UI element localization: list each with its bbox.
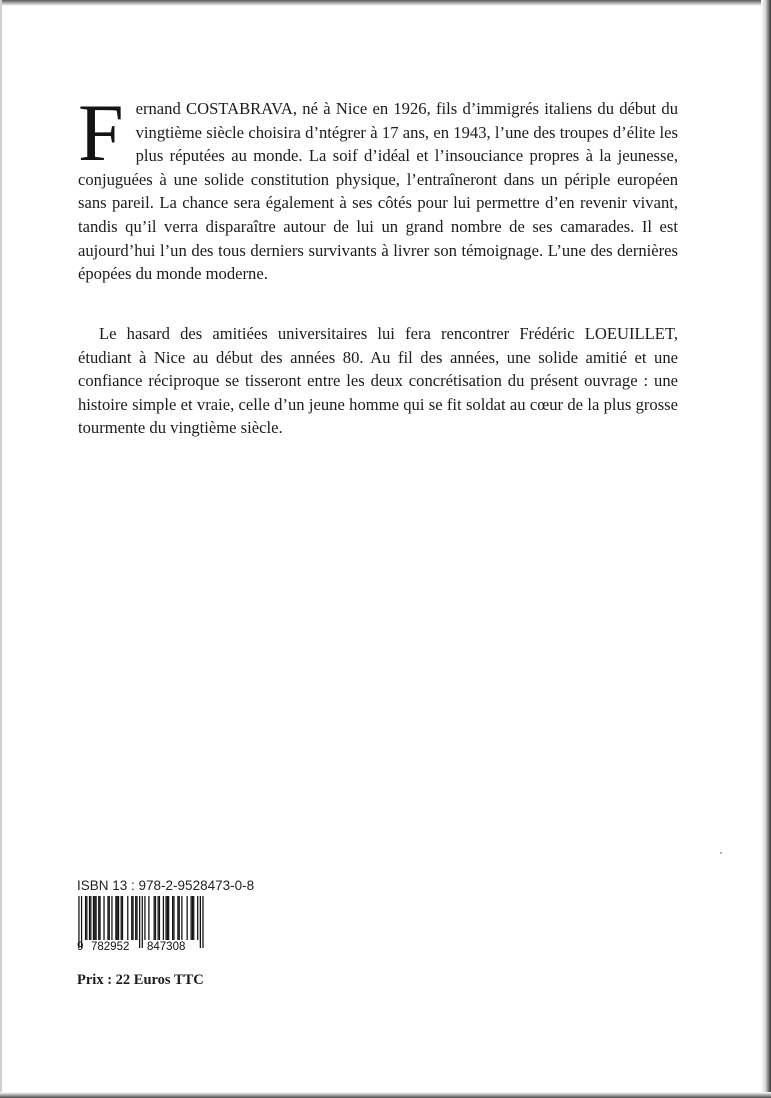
isbn-label: ISBN 13 : 978-2-9528473-0-8 xyxy=(77,878,255,893)
barcode-digits-left: 782952 xyxy=(91,941,130,953)
barcode-digits-right: 847308 xyxy=(147,941,186,953)
synopsis-paragraph-1-text: ernand COSTABRAVA, né à Nice en 1926, fils d’immigrés italiens du début du vingtième siècle choisira d’ntégrer à 17 ans, en 1943, l’une des troupes d’élite les plus réputées au monde. La soif d’idéal et l’insouciance propres à la jeunesse, conjuguées à une solide constitution physique, l’entraîneront dans un périple européen sans pareil. La chance sera également à ses côtés pour lui permettre d’en revenir vivant, tandis qu’il verra disparaître autour de lui un grand nombre de ses camarades. Il est aujourd’hui l’un des tous derniers survivants à livrer son témoignage. L’une des dernières épopées du monde moderne. xyxy=(78,99,678,284)
synopsis-paragraph-2: Le hasard des amitiées universitaires lui fera rencontrer Frédéric LOEUILLET, étudiant à Nice au début des années 80. Au fil des années, une solide amitié et une confiance réciproque se tisseront entre les deux concrétisation du présent ouvrage : une histoire simple et vraie, celle d’un jeune homme qui se fit soldat au cœur de la plus grosse tourmente du vingtième siècle. xyxy=(78,324,678,438)
barcode-digit-first: 9 xyxy=(77,941,84,953)
scan-edge-top xyxy=(0,0,771,6)
scan-edge-right xyxy=(761,0,771,1098)
scan-edge-bottom xyxy=(0,1092,771,1098)
scan-speck xyxy=(720,852,722,854)
barcode-digits xyxy=(77,941,205,955)
synopsis-paragraph-1 xyxy=(78,87,678,286)
drop-cap: F xyxy=(78,87,124,178)
isbn-block xyxy=(77,878,255,954)
scan-edge-left xyxy=(0,0,2,1098)
barcode-graphic xyxy=(77,896,205,954)
price-label: Prix : 22 Euros TTC xyxy=(77,972,204,988)
